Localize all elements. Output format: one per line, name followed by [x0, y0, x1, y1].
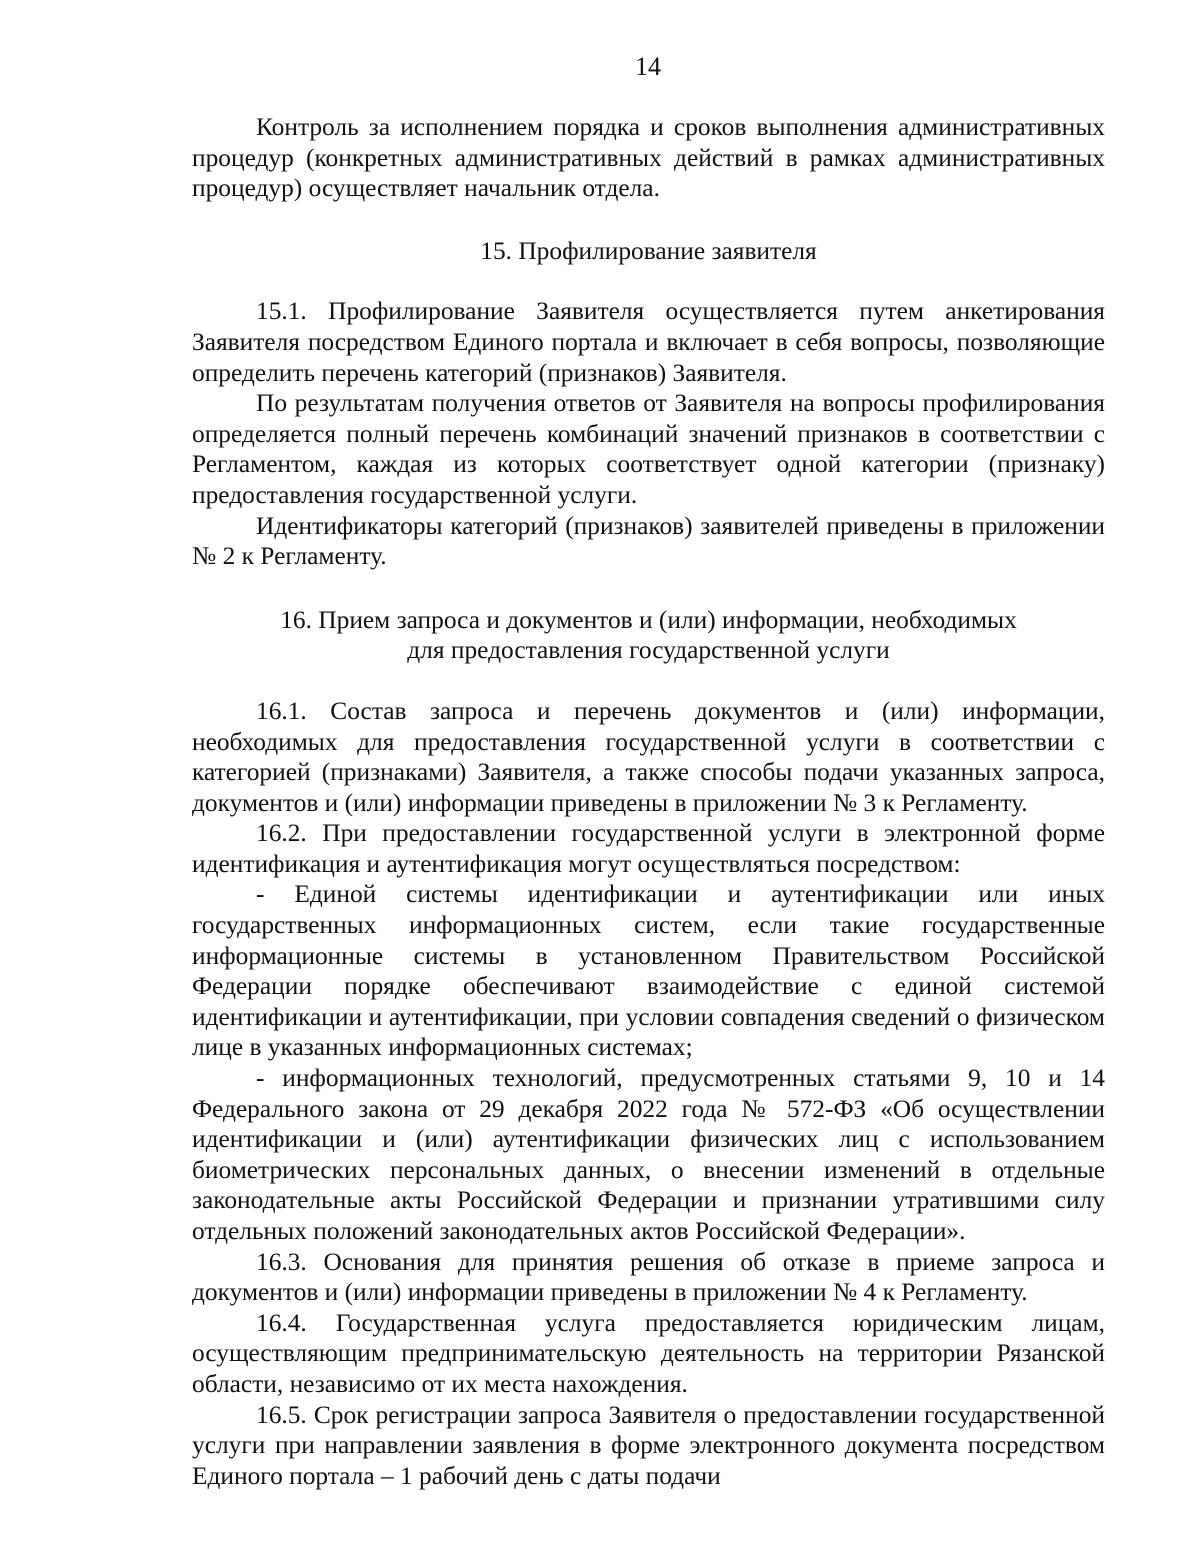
paragraph-16-5: 16.5. Срок регистрации запроса Заявителя о предоставлении государственной услуги при направлении заявления в форме электронного документа посредством Единого портала – 1 рабочий день с даты подачи [192, 1400, 1105, 1490]
document-body [192, 112, 1105, 1491]
paragraph-15-profiling-results: По результатам получения ответов от Заявителя на вопросы профилирования определяется полный перечень комбинаций значений признаков в соответствии с Регламентом, каждая из которых соответствует одной категории (признаку) предоставления государственной услуги. [192, 389, 1105, 509]
paragraph-16-2-item-esia: - Единой системы идентификации и аутентификации или иных государственных информационных систем, если такие государственные информационные системы в установленном Правительством Российской Федерации порядке обеспечивают взаимодействие с единой системой идентификации и аутентификации, при условии совпадения сведений о физическом лице в указанных информационных системах; [192, 880, 1105, 1062]
section-15-heading: 15. Профилирование заявителя [480, 236, 817, 265]
section-16-heading-line-1: 16. Прием запроса и документов и (или) информации, необходимых [280, 605, 1017, 634]
paragraph-16-4: 16.4. Государственная услуга предоставляется юридическим лицам, осуществляющим предпринимательскую деятельность на территории Рязанской области, независимо от их места нахождения. [192, 1308, 1105, 1398]
paragraph-16-2: 16.2. При предоставлении государственной услуги в электронной форме идентификация и аутентификация могут осуществляться посредством: [192, 819, 1105, 878]
paragraph-15-1: 15.1. Профилирование Заявителя осуществляется путем анкетирования Заявителя посредством Единого портала и включает в себя вопросы, позволяющие определить перечень категорий (признаков) Заявителя. [192, 297, 1105, 387]
paragraph-16-3: 16.3. Основания для принятия решения об отказе в приеме запроса и документов и (или) информации приведены в приложении № 4 к Регламенту. [192, 1247, 1105, 1307]
paragraph-15-identifiers: Идентификаторы категорий (признаков) заявителей приведены в приложении № 2 к Регламенту. [192, 511, 1105, 571]
section-16-heading [192, 605, 1105, 666]
paragraph-16-2-item-biometrics: - информационных технологий, предусмотренных статьями 9, 10 и 14 Федерального закона от 29 декабря 2022 года № 572-ФЗ «Об осуществлении идентификации и (или) аутентификации физических лиц с использованием биометрических персональных данных, о внесении изменений в отдельные законодательные акты Российской Федерации и признании утратившими силу отдельных положений законодательных актов Российской Федерации». [192, 1064, 1105, 1245]
page-number: 14 [635, 52, 661, 81]
paragraph-16-1: 16.1. Состав запроса и перечень документов и (или) информации, необходимых для предоставления государственной услуги в соответствии с категорией (признаками) Заявителя, а также способы подачи указанных запроса, документов и (или) информации приведены в приложении № 3 к Регламенту. [192, 696, 1105, 817]
section-16-heading-line-2: для предоставления государственной услуги [407, 636, 890, 665]
paragraph-control: Контроль за исполнением порядка и сроков выполнения административных процедур (конкретных административных действий в рамках административных процедур) осуществляет начальник отдела. [192, 113, 1105, 203]
